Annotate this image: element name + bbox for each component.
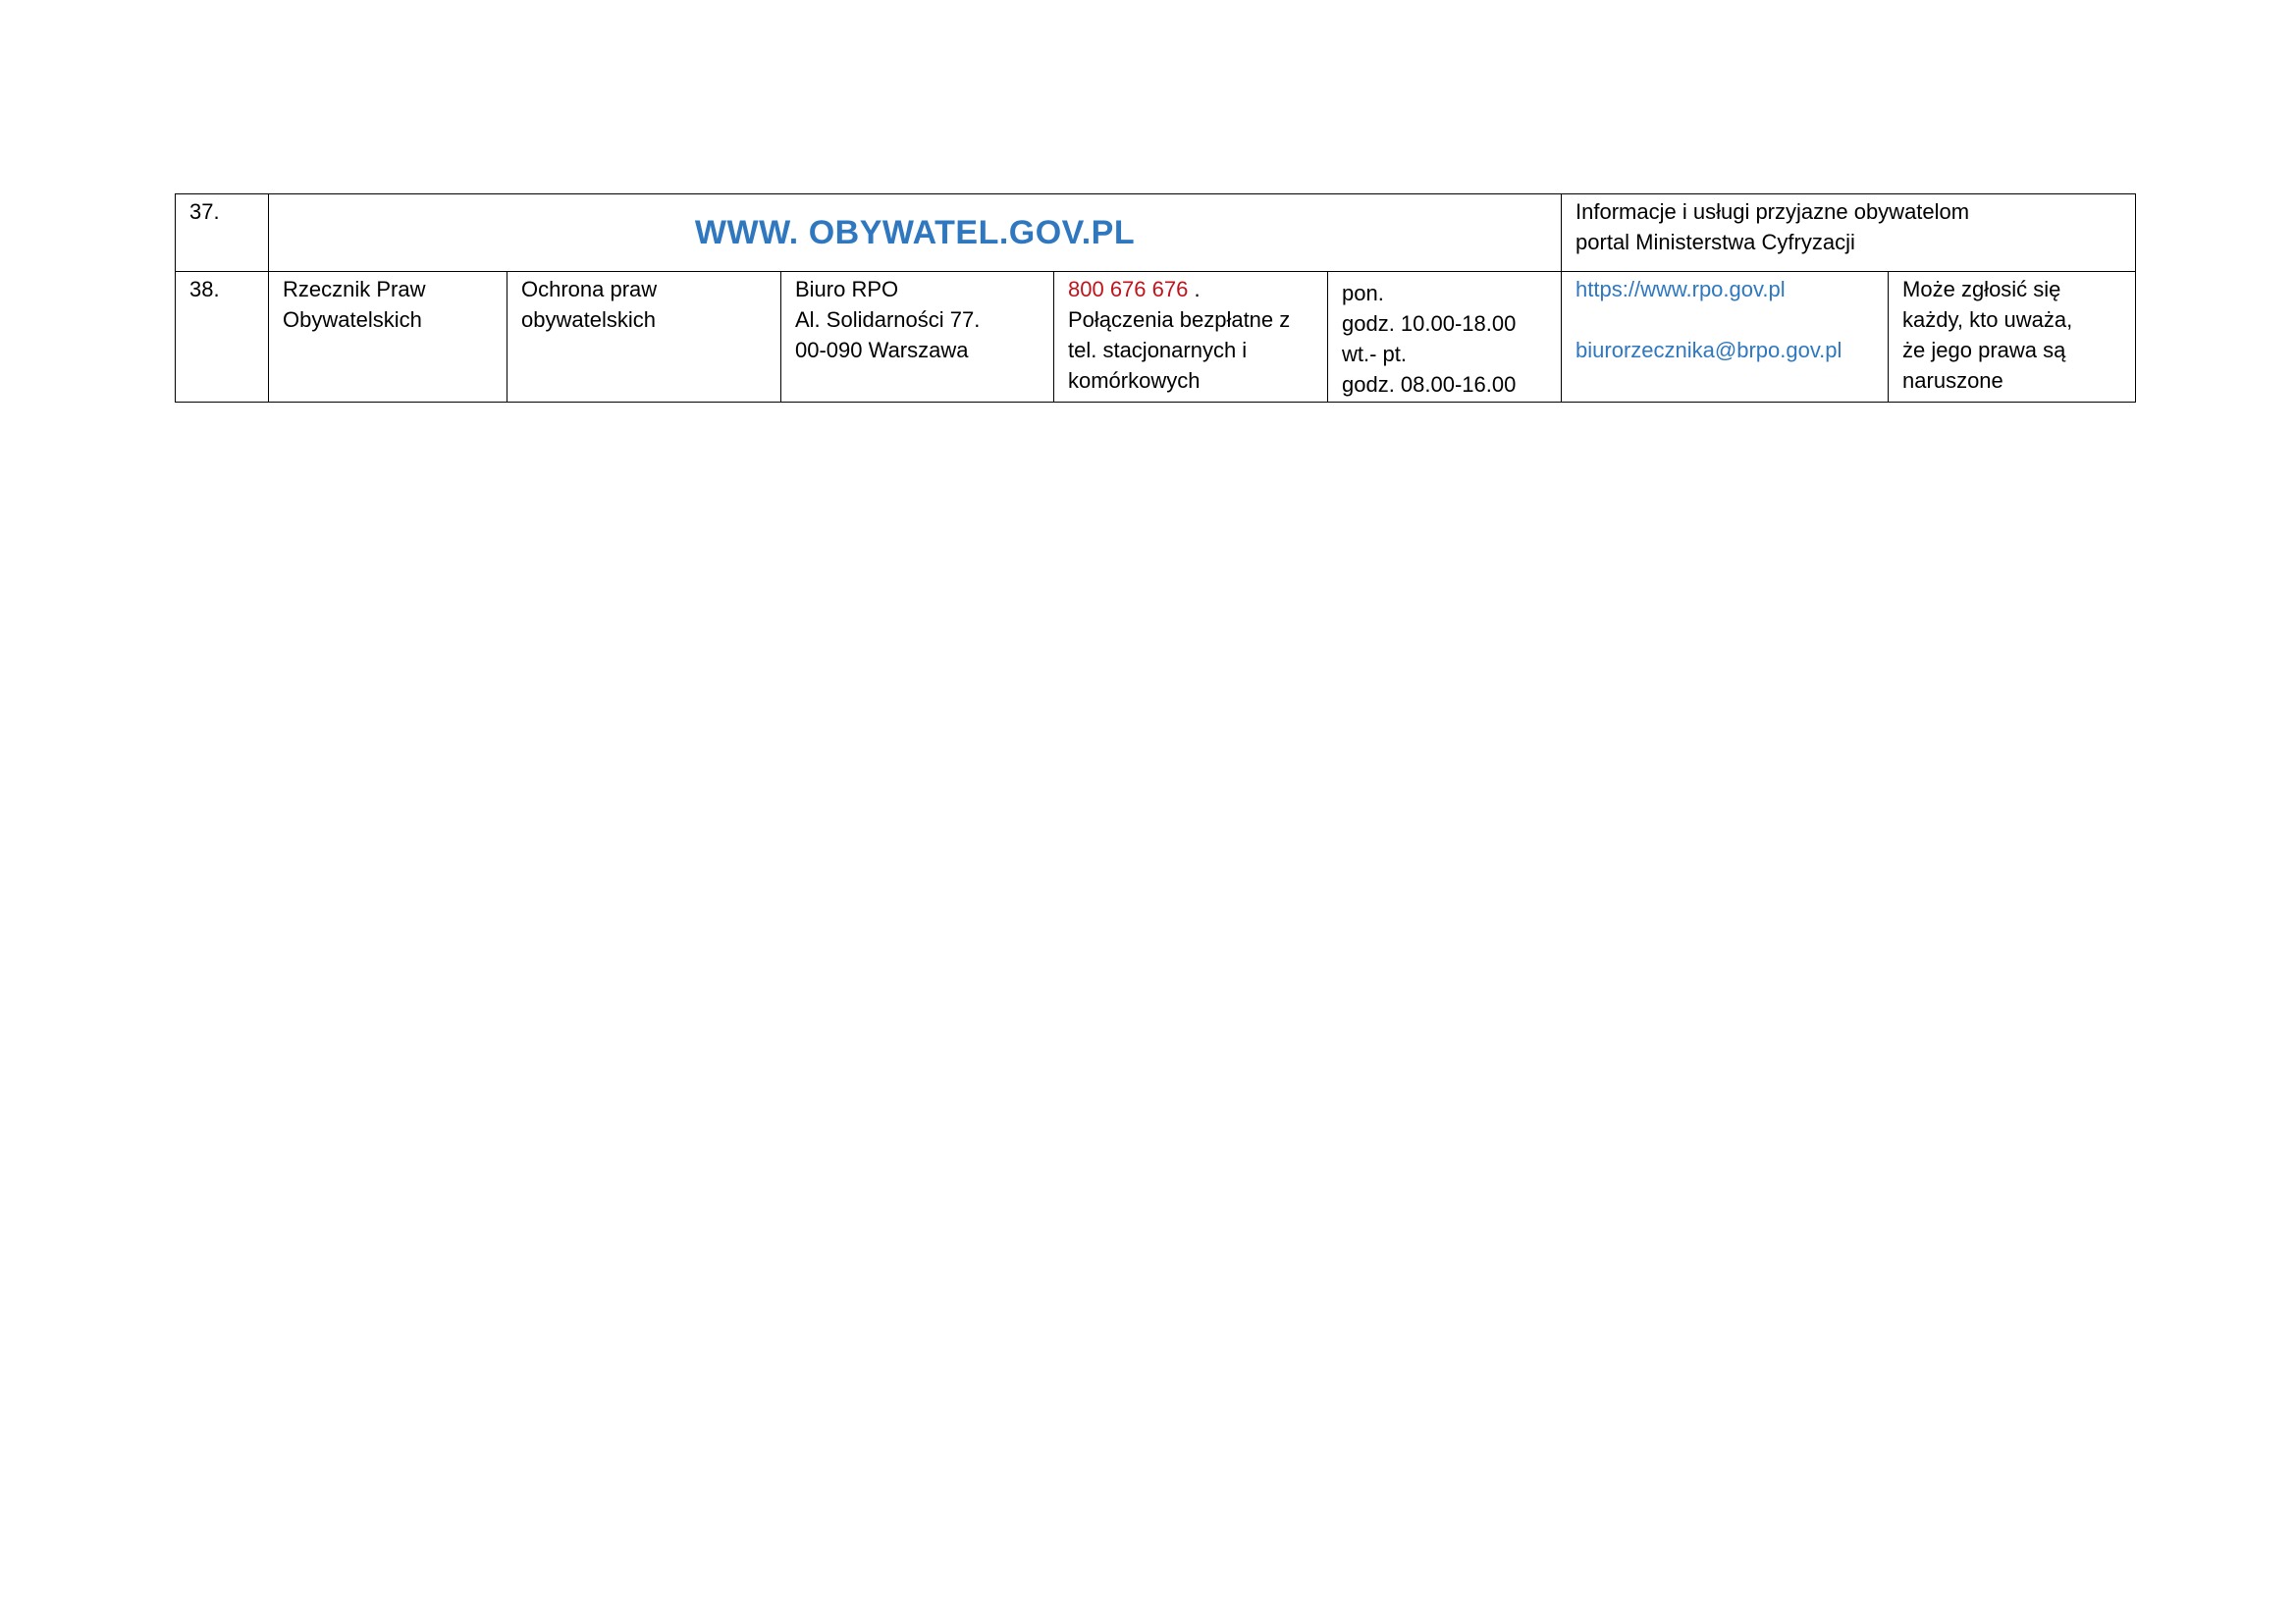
eligibility-line: Może zgłosić się bbox=[1902, 277, 2061, 301]
address-line: Al. Solidarności 77. bbox=[795, 307, 981, 332]
phone-line bbox=[1068, 274, 1313, 304]
scope-line: obywatelskich bbox=[521, 307, 656, 332]
phone-cell bbox=[1054, 272, 1328, 403]
website-link[interactable]: https://www.rpo.gov.pl bbox=[1575, 277, 1786, 301]
hours-line: godz. 10.00-18.00 bbox=[1342, 311, 1517, 336]
phone-note-line: tel. stacjonarnych i bbox=[1068, 338, 1248, 362]
institution-line: Rzecznik Praw bbox=[283, 277, 426, 301]
table-row bbox=[176, 272, 2136, 403]
services-table bbox=[175, 193, 2136, 403]
hours-line: godz. 08.00-16.00 bbox=[1342, 372, 1517, 397]
hours-line: pon. bbox=[1342, 281, 1384, 305]
spacer bbox=[1575, 304, 1874, 335]
phone-number[interactable]: 800 676 676 bbox=[1068, 277, 1189, 301]
hours-line: wt.- pt. bbox=[1342, 342, 1408, 366]
row-number: 38. bbox=[189, 277, 220, 301]
eligibility-line: każdy, kto uważa, bbox=[1902, 307, 2073, 332]
institution-cell bbox=[269, 272, 507, 403]
phone-note-line: komórkowych bbox=[1068, 368, 1201, 393]
address-line: 00-090 Warszawa bbox=[795, 338, 969, 362]
row-number-cell bbox=[176, 194, 269, 272]
row-number-cell bbox=[176, 272, 269, 403]
description-line: Informacje i usługi przyjazne obywatelom bbox=[1575, 199, 1970, 224]
site-title-link[interactable]: WWW. OBYWATEL.GOV.PL bbox=[694, 214, 1136, 251]
institution-line: Obywatelskich bbox=[283, 307, 422, 332]
scope-line: Ochrona praw bbox=[521, 277, 658, 301]
address-cell bbox=[781, 272, 1054, 403]
email-link[interactable]: biurorzecznika@brpo.gov.pl bbox=[1575, 338, 1842, 362]
eligibility-line: że jego prawa są bbox=[1902, 338, 2066, 362]
eligibility-cell bbox=[1889, 272, 2136, 403]
phone-note-line: Połączenia bezpłatne z bbox=[1068, 307, 1291, 332]
scope-cell bbox=[507, 272, 781, 403]
contact-cell bbox=[1562, 272, 1889, 403]
hours-cell bbox=[1328, 272, 1562, 403]
description-line: portal Ministerstwa Cyfryzacji bbox=[1575, 230, 1855, 254]
table-row bbox=[176, 194, 2136, 272]
eligibility-line: naruszone bbox=[1902, 368, 2003, 393]
site-title-cell bbox=[269, 194, 1562, 272]
address-line: Biuro RPO bbox=[795, 277, 899, 301]
phone-suffix: . bbox=[1188, 277, 1201, 301]
description-cell bbox=[1562, 194, 2136, 272]
row-number: 37. bbox=[189, 199, 220, 224]
